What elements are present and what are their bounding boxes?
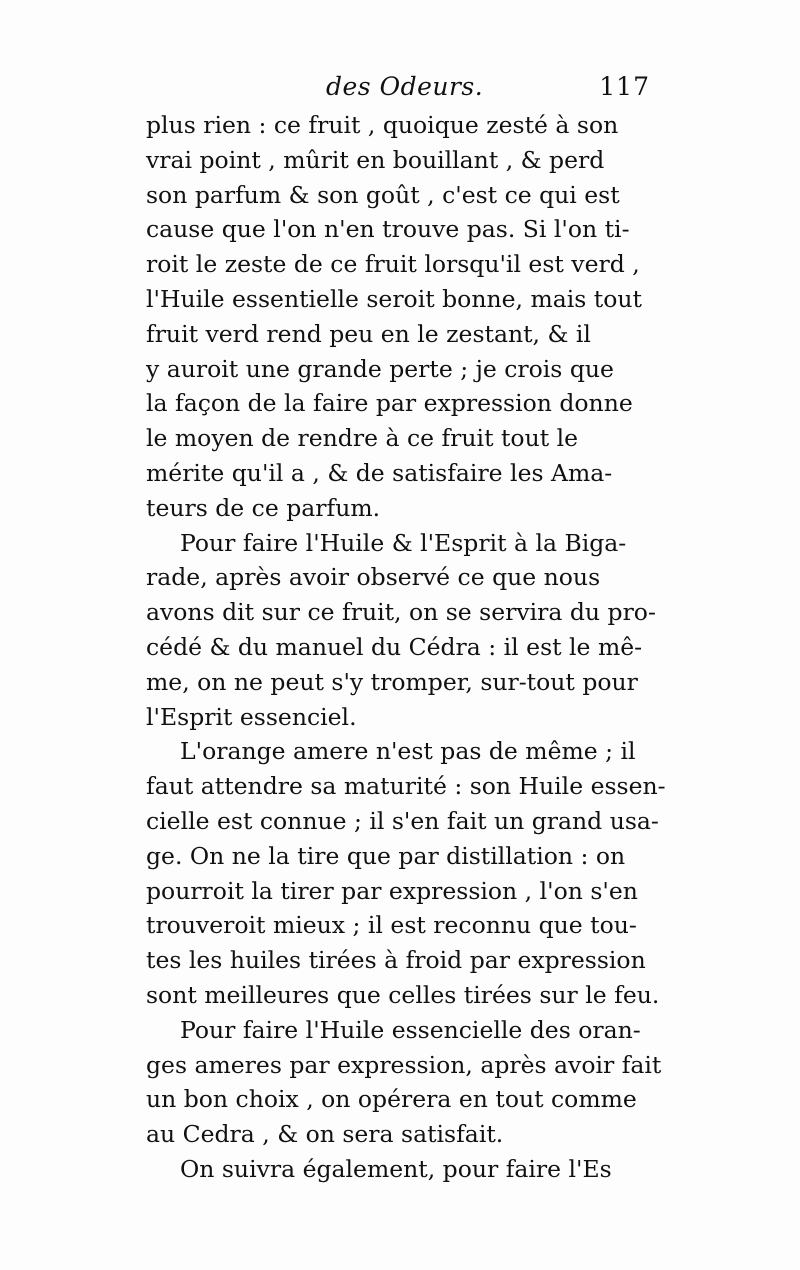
- text-line: l'Huile essentielle seroit bonne, mais tout: [146, 284, 642, 313]
- paragraph-start-line: Pour faire l'Huile & l'Esprit à la Biga-: [180, 528, 627, 557]
- paragraph-start-line: Pour faire l'Huile essencielle des oran-: [180, 1015, 641, 1044]
- text-line: rade, après avoir observé ce que nous: [146, 563, 601, 592]
- text-line: y auroit une grande perte ; je crois que: [146, 354, 614, 383]
- text-line: trouveroit mieux ; il est reconnu que tou-: [146, 911, 637, 940]
- text-line: un bon choix , on opérera en tout comme: [146, 1085, 637, 1114]
- page-number: 117: [599, 72, 650, 101]
- text-line: son parfum & son goût , c'est ce qui est: [146, 180, 620, 209]
- text-line: avons dit sur ce fruit, on se servira du pro-: [146, 598, 656, 627]
- text-line: ges ameres par expression, après avoir fait: [146, 1050, 662, 1079]
- text-line: plus rien : ce fruit , quoique zesté à son: [146, 111, 619, 139]
- body-text: [146, 108, 666, 1187]
- text-line: faut attendre sa maturité : son Huile essen-: [146, 772, 666, 801]
- text-line: cause que l'on n'en trouve pas. Si l'on ti-: [146, 215, 630, 244]
- text-line: cielle est connue ; il s'en fait un grand usa-: [146, 806, 659, 835]
- page-header: [146, 72, 656, 112]
- text-line: la façon de la faire par expression donne: [146, 389, 633, 418]
- paragraph-start-line: On suivra également, pour faire l'Es: [180, 1154, 612, 1183]
- text-line: cédé & du manuel du Cédra : il est le mê-: [146, 632, 643, 661]
- paragraph-start-line: L'orange amere n'est pas de même ; il: [180, 737, 636, 766]
- text-line: ge. On ne la tire que par distillation : on: [146, 841, 626, 870]
- text-line: vrai point , mûrit en bouillant , & perd: [146, 145, 605, 174]
- text-line: au Cedra , & on sera satisfait.: [146, 1120, 504, 1149]
- text-line: mérite qu'il a , & de satisfaire les Ama-: [146, 458, 613, 487]
- text-line: fruit verd rend peu en le zestant, & il: [146, 319, 591, 348]
- text-line: teurs de ce parfum.: [146, 493, 381, 522]
- running-head: des Odeurs.: [326, 72, 484, 101]
- text-line: me, on ne peut s'y tromper, sur-tout pour: [146, 667, 638, 696]
- text-line: roit le zeste de ce fruit lorsqu'il est verd ,: [146, 250, 640, 279]
- text-line: sont meilleures que celles tirées sur le feu.: [146, 980, 660, 1009]
- text-line: l'Esprit essenciel.: [146, 702, 357, 731]
- text-line: tes les huiles tirées à froid par expression: [146, 946, 646, 975]
- text-line: pourroit la tirer par expression , l'on s'en: [146, 876, 638, 905]
- text-line: le moyen de rendre à ce fruit tout le: [146, 424, 579, 453]
